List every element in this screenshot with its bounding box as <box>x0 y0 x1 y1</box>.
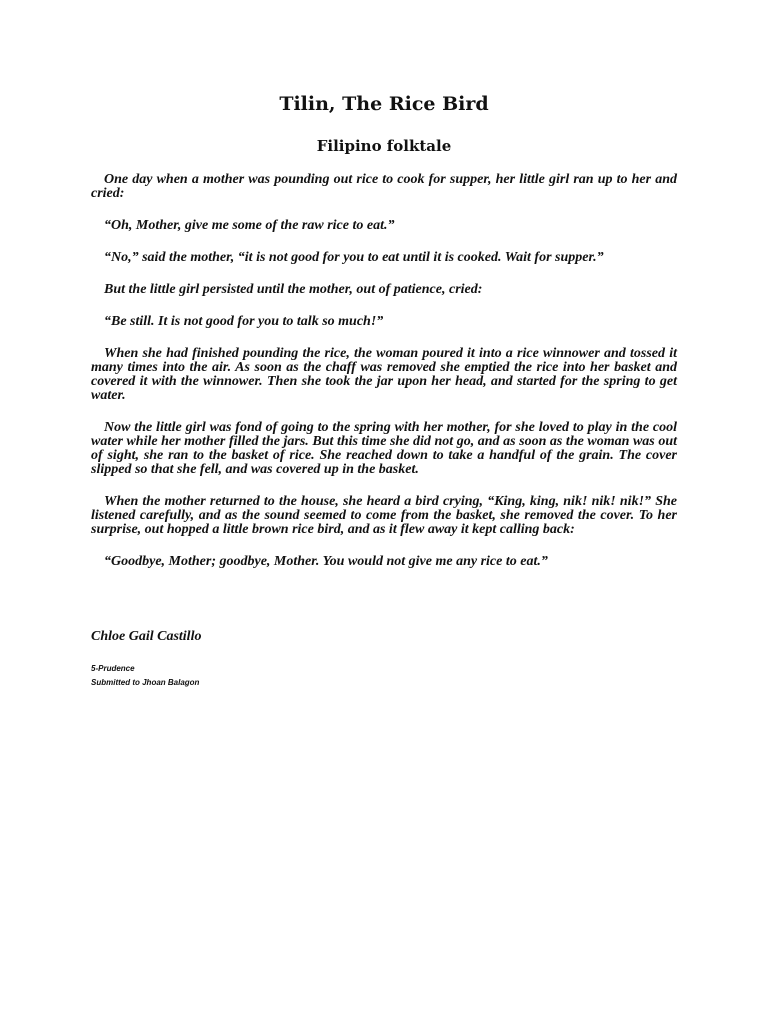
story-paragraph: “Be still. It is not good for you to talk so much!” <box>104 314 384 329</box>
author-name: Chloe Gail Castillo <box>91 629 202 644</box>
story-paragraph: “Goodbye, Mother; goodbye, Mother. You would not give me any rice to eat.” <box>104 554 548 569</box>
story-paragraph: When the mother returned to the house, she heard a bird crying, “King, king, nik! nik! nik!” She listened carefully, and as the sound seemed to come from the basket, she removed the cover. To her surprise, out hopped a little brown rice bird, and as it flew away it kept calling back: <box>91 494 677 537</box>
story-paragraph: Now the little girl was fond of going to the spring with her mother, for she loved to play in the cool water while her mother filled the jars. But this time she did not go, and as soon as the woman was out of sight, she ran to the basket of rice. She reached down to take a handful of the grain. The cover slipped so that she fell, and was covered up in the basket. <box>91 420 677 477</box>
submission-info <box>91 662 199 690</box>
section-label: 5-Prudence <box>91 664 135 673</box>
story-paragraph: But the little girl persisted until the mother, out of patience, cried: <box>104 282 483 297</box>
story-paragraph: One day when a mother was pounding out rice to cook for supper, her little girl ran up to her and cried: <box>91 172 677 201</box>
story-paragraph: “Oh, Mother, give me some of the raw rice to eat.” <box>104 218 395 233</box>
story-body <box>91 173 677 587</box>
story-paragraph: When she had finished pounding the rice, the woman poured it into a rice winnower and tossed it many times into the air. As soon as the chaff was removed she emptied the rice into her basket and covered it with the winnower. Then she took the jar upon her head, and started for the spring to get water. <box>91 346 677 403</box>
submitted-to-label: Submitted to Jhoan Balagon <box>91 678 200 687</box>
document-subtitle: Filipino folktale <box>316 137 452 155</box>
document-title: Tilin, The Rice Bird <box>279 93 489 115</box>
story-paragraph: “No,” said the mother, “it is not good for you to eat until it is cooked. Wait for supper.” <box>104 250 604 265</box>
